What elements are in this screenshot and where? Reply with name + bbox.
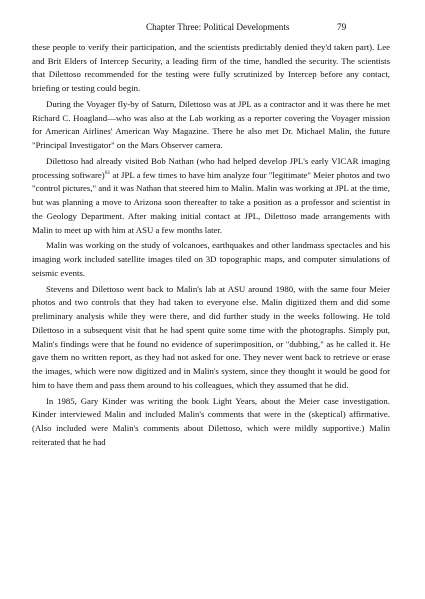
paragraph-continuation: these people to verify their participation, and the scientists predictably denied they'd taken part). Lee and Brit Elders of Intercep Security, a leading firm of the time, handled the security. The scientists that Dilettoso recommended for the testing were fully scrutinized by Intercep before any contact, briefing or testing could begin. [32,42,390,94]
paragraph-text-before-footnote: Dilettoso had already visited Bob Nathan (who had helped develop JPL's early VICAR imaging processing software) [32,156,390,180]
body-text [32,41,390,452]
running-header [0,20,425,34]
paragraph-asu-lab-visit: Stevens and Dilettoso went back to Malin's lab at ASU around 1980, with the same four Meier photos and two controls that they had taken to everyone else. Malin digitized them and did some preliminary analysis while they were there, and did further study in the weeks following. He told Dilettoso in a subsequent visit that he had spent quite some time with the photographs. Simply put, Malin's findings were that he found no evidence of superimposition, or "dubbing," as he called it. He gave them no written report, as they had not asked for one. They never went back to retrieve or erase the images, which were now digitized and in Malin's system, since they thought it would be good for him to have them and pass them around to his colleagues, which they assumed that he did. [32,283,390,390]
paragraph-kinder-book: In 1985, Gary Kinder was writing the book Light Years, about the Meier case investigation. Kinder interviewed Malin and included Malin's comments that were in the (skeptical) affirmative. (Also included were Malin's comments about Dilettoso, which were mildly supportive.) Malin reiterated that he had [32,395,390,447]
chapter-title: Chapter Three: Political Developments [146,22,290,32]
paragraph-voyager-flyby: During the Voyager fly-by of Saturn, Dilettoso was at JPL as a contractor and it was there he met Richard C. Hoagland—who was also at the Lab working as a reporter covering the Voyager mission for American Airlines' American Way Magazine. There he also met Dr. Michael Malin, the future "Principal Investigator" on the Mars Observer camera. [32,99,390,151]
footnote-reference: 61 [104,169,111,176]
paragraph-malin-research: Malin was working on the study of volcanoes, earthquakes and other landmass spectacles and his imaging work included satellite images tiled on 3D topographic maps, and computer simulations of seismic events. [32,240,390,278]
paragraph-bob-nathan [32,155,390,237]
page-number: 79 [337,22,347,32]
paragraph-text-after-footnote: at JPL a few times to have him analyze four "legitimate" Meier photos and two "control pictures," and it was Nathan that steered him to Malin. Malin was working at JPL at the time, but was planning a move to Arizona soon thereafter to take a position as a professor and scientist in the Geology Department. After making initial contact at JPL, Dilettoso made arrangements with Malin to meet up with him at ASU a few months later. [32,169,390,235]
